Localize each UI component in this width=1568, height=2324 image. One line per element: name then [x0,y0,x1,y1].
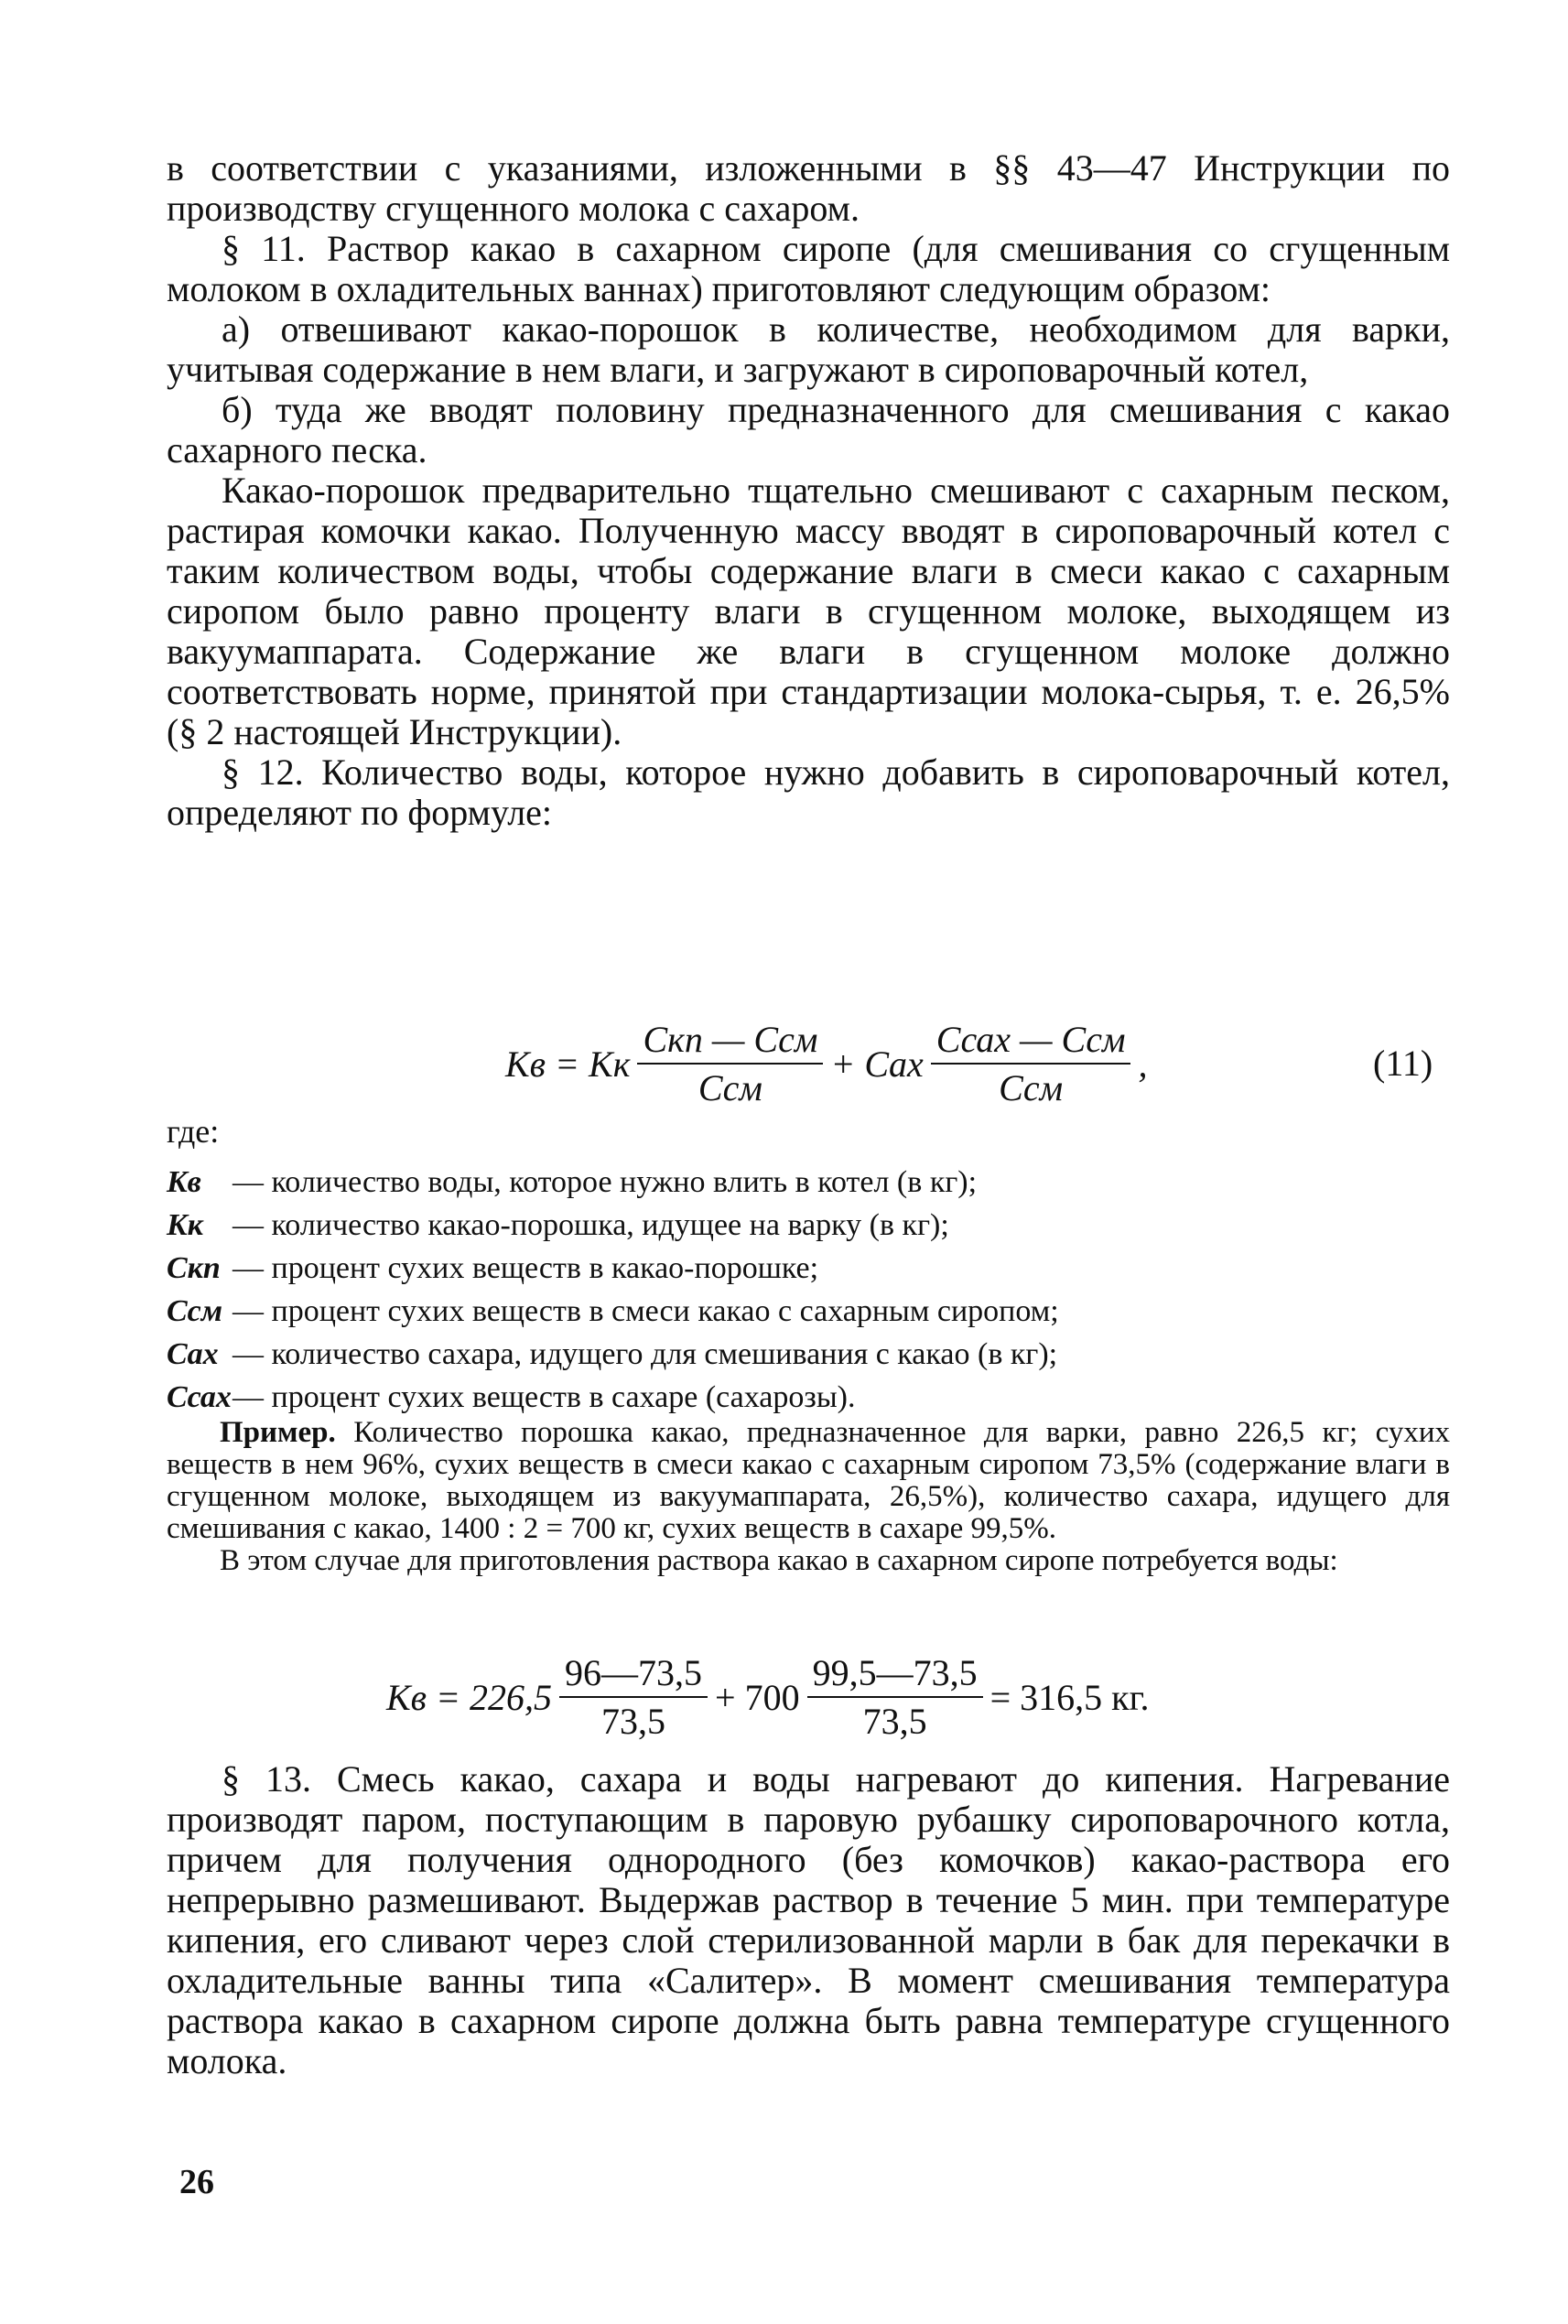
paragraph-continuation: в соответствии с указаниями, изложенными в §§ 43—47 Инструкции по производству сгущенного молока с сахаром. [167,147,1450,229]
example-paragraph [167,1417,1450,1545]
legend-row [167,1161,1450,1204]
text-block-bottom [167,1759,1450,2081]
paragraph-cocoa: Какао-порошок предварительно тщательно смешивают с сахарным песком, растирая комочки какао. Полученную массу вводят в сироповарочный котел с таким количеством воды, чтобы содержание влаги в смеси какао с сахарным сиропом было равно проценту влаги в сгущенном молоке, выходящем из вакуумаппарата. Содержание же влаги в сгущенном молоке должно соответствовать норме, принятой при стандартизации молока-сырья, т. е. 26,5% (§ 2 настоящей Инструкции). [167,470,1450,752]
legend-description: — количество сахара, идущего для смешивания с какао (в кг); [232,1337,1058,1371]
legend-description: — процент сухих веществ в сахаре (сахарозы). [232,1380,856,1414]
formula-legend [167,1161,1450,1419]
legend-symbol: Cах [167,1337,219,1371]
legend-symbol: Kв [167,1165,201,1199]
paragraph-12: § 12. Количество воды, которое нужно добавить в сироповарочный котел, определяют по формуле: [167,751,1450,833]
legend-row [167,1247,1450,1290]
formula-plus-term: + Cах [830,1043,924,1085]
paragraph-b: б) туда же вводят половину предназначенного для смешивания с какао сахарного песка. [167,389,1450,470]
formula-fraction-2 [931,1018,1131,1109]
example-label: Пример. [220,1416,336,1449]
legend-row [167,1376,1450,1419]
formula-water [505,1021,1147,1106]
legend-symbol: Cкп [167,1251,221,1285]
legend-description: — процент сухих веществ в какао-порошке; [232,1251,819,1285]
formula-lhs: Kв = Kк [505,1043,631,1085]
fraction-numerator: 99,5—73,5 [807,1651,983,1698]
paragraph-11: § 11. Раствор какао в сахарном сиропе (для смешивания со сгущенным молоком в охладительных ваннах) приготовляют следующим образом: [167,228,1450,309]
example-block [167,1417,1450,1577]
fraction-denominator: 73,5 [862,1701,927,1742]
formula-fraction-1 [559,1651,708,1743]
example-paragraph-2: В этом случае для приготовления раствора какао в сахарном сиропе потребуется воды: [220,1544,1338,1577]
fraction-denominator: 73,5 [601,1701,666,1742]
paragraph-a: а) отвешивают какао-порошок в количестве, необходимом для варки, учитывая содержание в нем влаги, и загружают в сироповарочный котел, [167,308,1450,390]
legend-description: — количество какао-порошка, идущее на варку (в кг); [232,1208,949,1242]
page-number: 26 [179,2163,214,2201]
legend-description: — процент сухих веществ в смеси какао с сахарным сиропом; [232,1294,1059,1328]
legend-row [167,1290,1450,1333]
formula-lhs: Kв = 226,5 [386,1676,553,1718]
text-block-top [167,148,1450,833]
formula-example [386,1652,1150,1742]
example-text: Количество порошка какао, предназначенное для варки, равно 226,5 кг; сухих веществ в нем 96%, сухих веществ в смеси какао с сахарным сиропом 73,5% (содержание влаги в сгущенном молоке, выходящем из вакуумаппарата, 26,5%), количество сахара, идущего для смешивания с какао, 1400 : 2 = 700 кг, сухих веществ в сахаре 99,5%. [167,1416,1450,1545]
where-label: где: [167,1113,220,1150]
fraction-numerator: Cкп — Cсм [637,1018,823,1065]
formula-end: , [1138,1043,1148,1085]
legend-description: — количество воды, которое нужно влить в котел (в кг); [232,1165,978,1199]
legend-symbol: Cсм [167,1294,223,1328]
equation-number: (11) [1373,1043,1433,1084]
fraction-numerator: 96—73,5 [559,1651,708,1698]
paragraph-13: § 13. Смесь какао, сахара и воды нагревают до кипения. Нагревание производят паром, поступающим в паровую рубашку сироповарочного котла, причем для получения однородного (без комочков) какао-раствора его непрерывно размешивают. Выдержав раствор в течение 5 мин. при температуре кипения, его сливают через слой стерилизованной марли в бак для перекачки в охладительные ванны типа «Салитер». В момент смешивания температура раствора какао в сахарном сиропе должна быть равна температуре сгущенного молока. [167,1758,1450,2081]
legend-symbol: Kк [167,1208,203,1242]
formula-fraction-2 [807,1651,983,1743]
fraction-denominator: Cсм [999,1067,1064,1108]
formula-fraction-1 [637,1018,823,1109]
legend-row [167,1333,1450,1376]
fraction-numerator: Cсах — Cсм [931,1018,1131,1065]
formula-plus-term: + 700 [715,1676,800,1718]
legend-symbol: Cсах [167,1380,232,1414]
formula-result: = 316,5 кг. [989,1676,1150,1718]
fraction-denominator: Cсм [697,1067,762,1108]
legend-row [167,1204,1450,1247]
